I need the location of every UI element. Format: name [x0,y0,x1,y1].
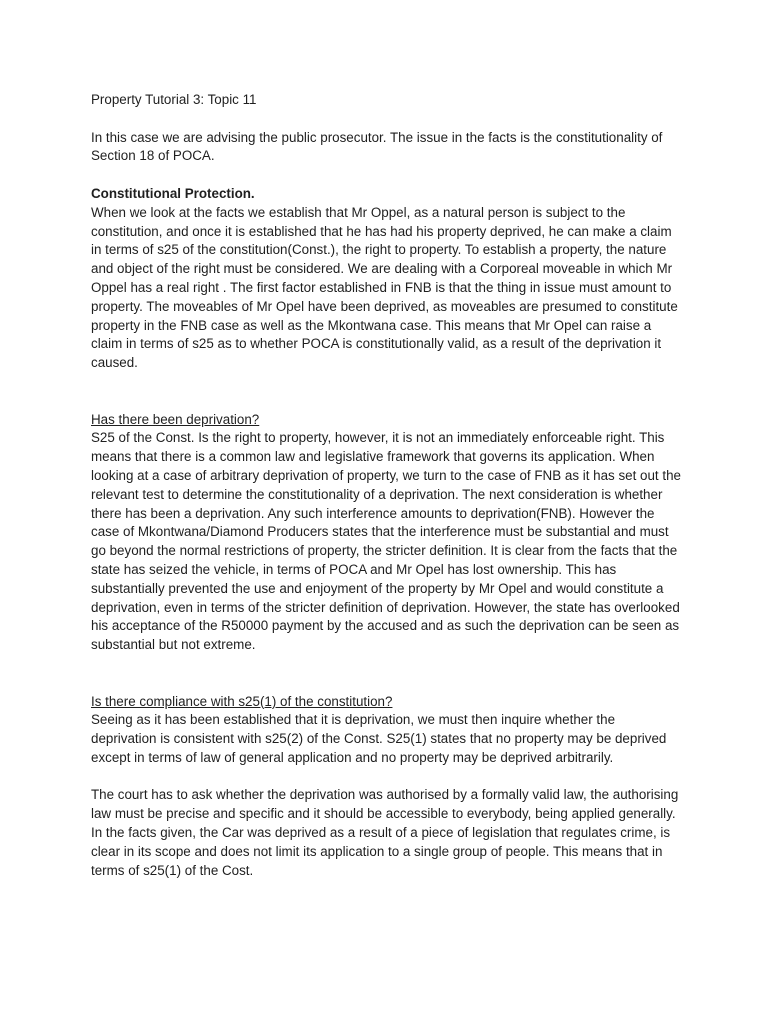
document-title: Property Tutorial 3: Topic 11 [91,92,257,107]
intro-paragraph: In this case we are advising the public prosecutor. The issue in the facts is the constitutionality of Section 18 of POCA. [91,129,663,164]
document-body [91,91,681,880]
section-body-compliance-1: Seeing as it has been established that it is deprivation, we must then inquire whether the deprivation is consistent with s25(2) of the Const. S25(1) states that no property may be deprived except in terms of law of general application and no property may be deprived arbitrarily. [91,712,667,765]
section-body-compliance-2: The court has to ask whether the deprivation was authorised by a formally valid law, the authorising law must be precise and specific and it should be accessible to everybody, being applied generally. In the facts given, the Car was deprived as a result of a piece of legislation that regulates crime, is clear in its scope and does not limit its application to a single group of people. This means that in terms of s25(1) of the Cost. [91,787,679,878]
section-heading-constitutional-protection: Constitutional Protection. [91,185,255,201]
section-heading-compliance: Is there compliance with s25(1) of the constitution? [91,693,393,709]
section-heading-deprivation: Has there been deprivation? [91,411,260,427]
section-body-deprivation: S25 of the Const. Is the right to property, however, it is not an immediately enforceable right. This means that there is a common law and legislative framework that governs its application. When looking at a case of arbitrary deprivation of property, we turn to the case of FNB as it has set out the relevant test to determine the constitutionality of a deprivation. The next consideration is whether there has been a deprivation. Any such interference amounts to deprivation(FNB). However the case of Mkontwana/Diamond Producers states that the interference must be substantial and must go beyond the normal restrictions of property, the stricter definition. It is clear from the facts that the state has seized the vehicle, in terms of POCA and Mr Opel has lost ownership. This has substantially prevented the use and enjoyment of the property by Mr Opel and would constitute a deprivation, even in terms of the stricter definition of deprivation. However, the state has overlooked his acceptance of the R50000 payment by the accused and as such the deprivation can be seen as substantial but not extreme. [91,430,681,653]
section-body-constitutional-protection: When we look at the facts we establish that Mr Oppel, as a natural person is subject to the constitution, and once it is established that he has had his property deprived, he can make a claim in terms of s25 of the constitution(Const.), the right to property. To establish a property, the nature and object of the right must be considered. We are dealing with a Corporeal moveable in which Mr Oppel has a real right . The first factor established in FNB is that the thing in issue must amount to property. The moveables of Mr Opel have been deprived, as moveables are presumed to constitute property in the FNB case as well as the Mkontwana case. This means that Mr Opel can raise a claim in terms of s25 as to whether POCA is constitutionally valid, as a result of the deprivation it caused. [91,204,678,371]
